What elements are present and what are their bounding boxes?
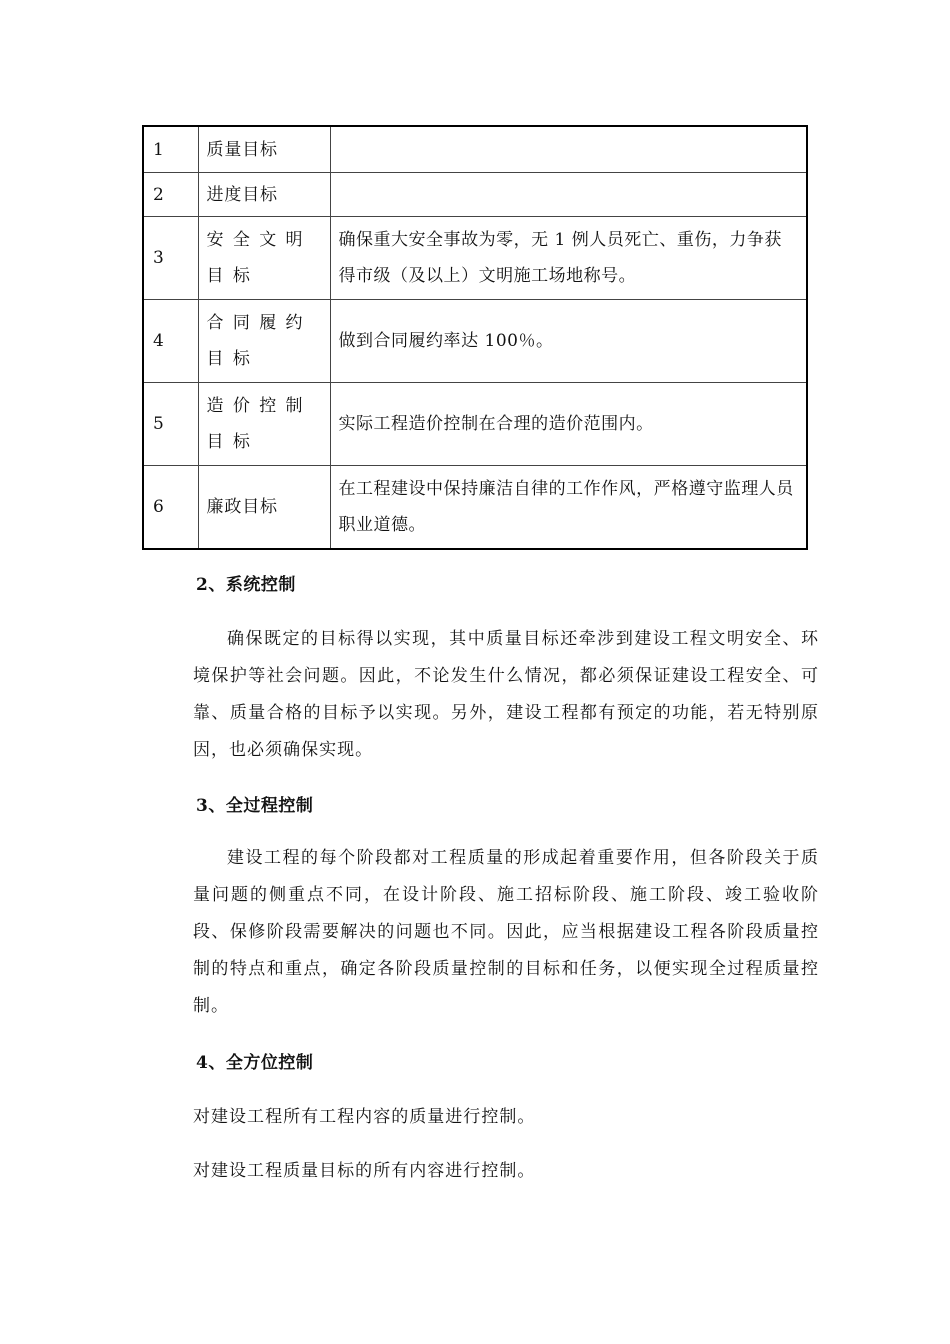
row-number: 6: [143, 466, 198, 550]
table-row: [143, 173, 807, 217]
table-row: [143, 217, 807, 300]
goal-description: 做到合同履约率达 100％。: [330, 300, 807, 383]
goal-name: 造价控制目标: [198, 383, 330, 466]
goal-name: 廉政目标: [198, 466, 330, 550]
section-body-full-process-control: 建设工程的每个阶段都对工程质量的形成起着重要作用，但各阶段关于质量问题的侧重点不同，在设计阶段、施工招标阶段、施工阶段、竣工验收阶段、保修阶段需要解决的问题也不同。因此，应当根据建设工程各阶段质量控制的特点和重点，确定各阶段质量控制的目标和任务，以便实现全过程质量控制。: [193, 848, 819, 1016]
table-row: [143, 300, 807, 383]
row-number: 3: [143, 217, 198, 300]
goals-table: [142, 125, 808, 550]
section-heading-all-round-control: 4、全方位控制: [196, 1053, 314, 1073]
table-row: [143, 466, 807, 550]
goal-description: 在工程建设中保持廉洁自律的工作作风，严格遵守监理人员职业道德。: [330, 466, 807, 550]
goal-name: 安全文明目标: [198, 217, 330, 300]
row-number: 5: [143, 383, 198, 466]
goal-description: [330, 173, 807, 217]
goal-description: 确保重大安全事故为零，无 1 例人员死亡、重伤，力争获得市级（及以上）文明施工场地称号。: [330, 217, 807, 300]
section-heading-full-process-control: 3、全过程控制: [196, 796, 314, 816]
table-row: [143, 383, 807, 466]
section-line-all-round-control-1: 对建设工程所有工程内容的质量进行控制。: [193, 1107, 536, 1127]
goal-description: 实际工程造价控制在合理的造价范围内。: [330, 383, 807, 466]
goal-name: 进度目标: [198, 173, 330, 217]
table-row: [143, 126, 807, 173]
row-number: 1: [143, 126, 198, 173]
goal-name: 合同履约目标: [198, 300, 330, 383]
row-number: 4: [143, 300, 198, 383]
section-heading-system-control: 2、系统控制: [196, 575, 296, 595]
goal-name: 质量目标: [198, 126, 330, 173]
section-line-all-round-control-2: 对建设工程质量目标的所有内容进行控制。: [193, 1161, 536, 1181]
goal-description: [330, 126, 807, 173]
section-body-system-control: 确保既定的目标得以实现，其中质量目标还牵涉到建设工程文明安全、环境保护等社会问题。因此，不论发生什么情况，都必须保证建设工程安全、可靠、质量合格的目标予以实现。另外，建设工程都有预定的功能，若无特别原因，也必须确保实现。: [193, 629, 819, 760]
row-number: 2: [143, 173, 198, 217]
